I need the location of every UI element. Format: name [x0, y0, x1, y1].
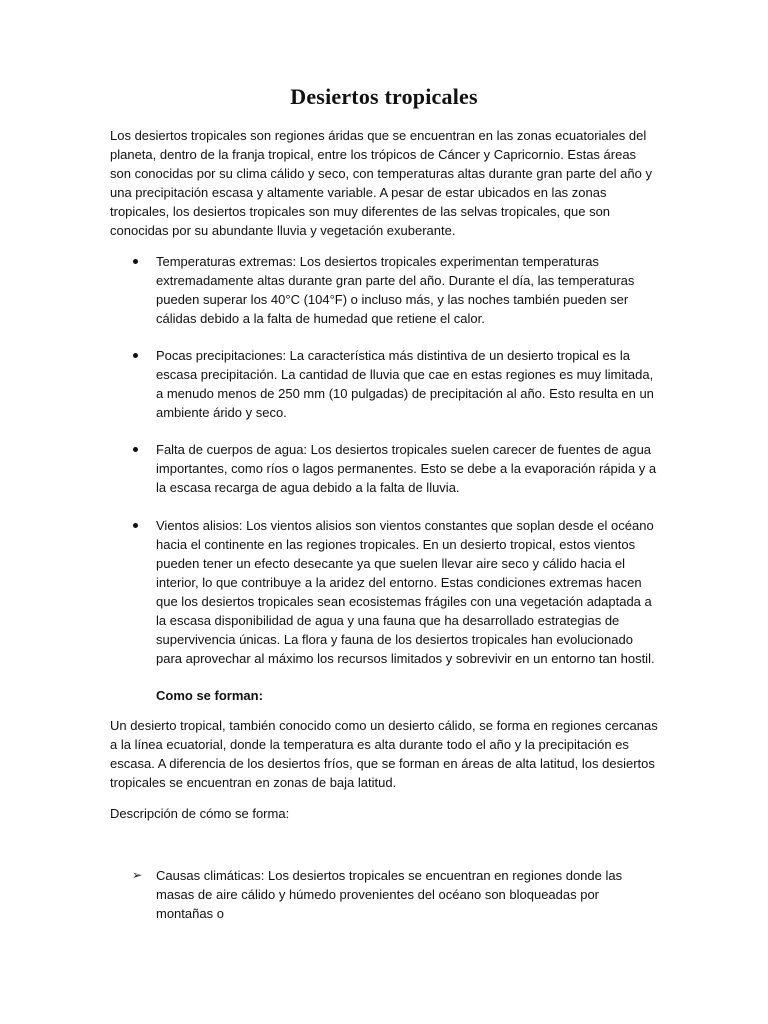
list-item — [156, 346, 658, 422]
page-title: Desiertos tropicales — [290, 84, 478, 109]
list-item-text: Temperaturas extremas: Los desiertos tropicales experimentan temperaturas extremadamente altas durante gran parte del año. Durante el día, las temperaturas pueden superar los 40°C (104°F) o incluso más, y las noches también pueden ser cálidas debido a la falta de humedad que retiene el calor. — [156, 254, 635, 326]
section-heading: Como se forman: — [156, 688, 263, 703]
arrow-bullet-icon: ➢ — [132, 868, 143, 882]
list-item-text: Causas climáticas: Los desiertos tropicales se encuentran en regiones donde las masas de aire cálido y húmedo provenientes del océano son bloqueadas por montañas o — [156, 868, 623, 921]
list-item — [156, 440, 658, 497]
description-label: Descripción de cómo se forma: — [110, 806, 290, 821]
bullet-dot-icon — [133, 353, 138, 358]
formation-paragraph: Un desierto tropical, también conocido como un desierto cálido, se forma en regiones cercanas a la línea ecuatorial, donde la temperatura es alta durante todo el año y la precipitación es escasa. A diferencia de los desiertos fríos, que se forman en áreas de alta latitud, los desiertos tropicales se encuentran en zonas de baja latitud. — [110, 718, 658, 790]
list-item-text: Falta de cuerpos de agua: Los desiertos tropicales suelen carecer de fuentes de agua importantes, como ríos o lagos permanentes. Esto se debe a la evaporación rápida y a la escasa recarga de agua debido a la falta de lluvia. — [156, 442, 657, 495]
list-item-text: Vientos alisios: Los vientos alisios son vientos constantes que soplan desde el océano hacia el continente en las regiones tropicales. En un desierto tropical, estos vientos pueden tener un efecto desecante ya que suelen llevar aire seco y cálido hacia el interior, lo que contribuye a la aridez del entorno. Estas condiciones extremas hacen que los desiertos tropicales sean ecosistemas frágiles con una vegetación adaptada a la escasa disponibilidad de agua y una fauna que ha desarrollado estrategias de supervivencia únicas. La flora y fauna de los desiertos tropicales han evolucionado para aprovechar al máximo los recursos limitados y sobrevivir en un entorno tan hostil. — [156, 518, 655, 666]
list-item — [156, 516, 658, 668]
bullet-dot-icon — [133, 259, 138, 264]
bullet-dot-icon — [133, 447, 138, 452]
intro-paragraph: Los desiertos tropicales son regiones áridas que se encuentran en las zonas ecuatoriales del planeta, dentro de la franja tropical, entre los trópicos de Cáncer y Capricornio. Estas áreas son conocidas por su clima cálido y seco, con temperaturas altas durante gran parte del año y una precipitación escasa y altamente variable. A pesar de estar ubicados en las zonas tropicales, los desiertos tropicales son muy diferentes de las selvas tropicales, que son conocidas por su abundante lluvia y vegetación exuberante. — [110, 128, 652, 238]
list-item-text: Pocas precipitaciones: La característica más distintiva de un desierto tropical es la escasa precipitación. La cantidad de lluvia que cae en estas regiones es muy limitada, a menudo menos de 250 mm (10 pulgadas) de precipitación al año. Esto resulta en un ambiente árido y seco. — [156, 348, 654, 420]
list-item — [156, 252, 658, 328]
list-item — [132, 866, 658, 923]
bullet-dot-icon — [133, 523, 138, 528]
